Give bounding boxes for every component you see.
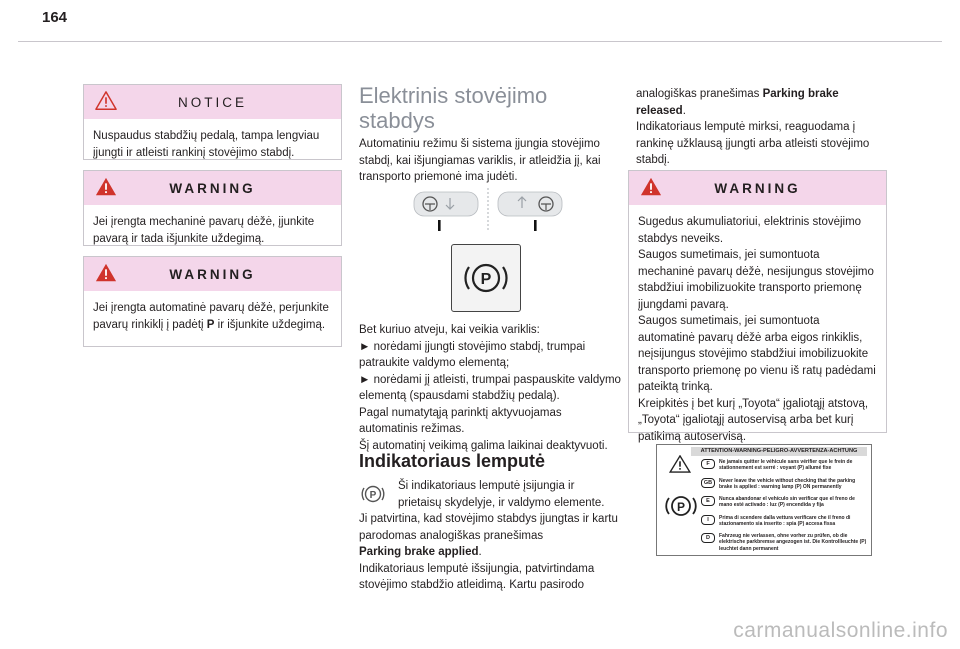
warning-triangle-icon <box>95 90 117 112</box>
parking-brake-indicator-icon <box>360 482 386 506</box>
svg-text:P: P <box>676 500 686 514</box>
page-number: 164 <box>42 9 68 26</box>
usage-intro: Bet kuriuo atveju, kai veikia variklis: <box>359 324 540 336</box>
watermark: carmanualsonline.info <box>733 619 948 642</box>
warning-triangle-icon <box>669 455 691 473</box>
indicator-heading <box>359 451 621 472</box>
intro-paragraph: Automatiniu režimu ši sistema įjungia stovėjimo stabdį, kai išjungiamas variklis, ir atleidžia jį, kai transporto priemonė ima judėti. <box>359 138 601 183</box>
notice-header <box>84 85 341 119</box>
warning-box-1 <box>83 170 342 246</box>
language-code: D <box>701 533 715 543</box>
warning-header-3 <box>629 171 886 205</box>
parking-brake-button-illustration <box>451 244 521 312</box>
language-code: F <box>701 459 715 469</box>
label-rows <box>701 459 867 552</box>
svg-text:P: P <box>480 271 492 288</box>
label-row <box>701 533 867 552</box>
parking-brake-applied-msg: Parking brake applied <box>359 546 479 558</box>
usage-bullet-apply: ► norėdami įjungti stovėjimo stabdį, trumpai patraukite valdymo elementą; <box>359 340 586 369</box>
parking-brake-icon <box>452 245 520 311</box>
label-row <box>701 478 867 497</box>
indicator-text-3: Indikatoriaus lemputė išsijungia, patvirtindama stovėjimo stabdžio atleidimą. Kartu pasirodo <box>359 562 595 591</box>
usage-bullet-release: ► norėdami jį atleisti, trumpai paspauskite valdymo elementą (spausdami stabdžių pedalą). <box>359 373 621 402</box>
label-row <box>701 496 867 515</box>
warning-2-text-a: Jei įrengta automatinė pavarų dėžė, perjunkite pavarų rinkiklį į padėtį <box>93 302 329 331</box>
warning-3-manual: Saugos sumetimais, jei sumontuota mechaninė pavarų dėžė, nesijungus stovėjimo stabdžiui imobilizuokite transporto priemonę įjungdami pavarą. <box>638 249 874 311</box>
warning-triangle-icon <box>95 262 117 284</box>
warning-3-automatic: Saugos sumetimais, jei sumontuota automatinė pavarų dėžė arba eigos rinkiklis, neįsijungus stovėjimo stabdžiui imobilizuokite transporto priemonę po vienu iš ratų padėdami pateiktą trinką. <box>638 315 876 393</box>
warning-body-3 <box>629 205 886 455</box>
warning-title-3: WARNING <box>714 180 801 196</box>
label-row-text: Never leave the vehicle without checking that the parking brake is applied : warning lamp (P) ON permanently <box>719 477 856 490</box>
usage-instructions <box>359 322 621 454</box>
indicator-description-cont: Ji patvirtina, kad stovėjimo stabdys įjungtas ir kartu parodomas analogiškas pranešimas Parking brake applied. Indikatoriaus lemputė išsijungia, patvirtindama stovėjimo stabdžio atleidimą. Kartu pasirodo <box>359 511 621 594</box>
language-code: I <box>701 515 715 525</box>
flash-text: Indikatoriaus lemputė mirksi, reaguodama į rankinę užklausą įjungti arba atleisti stovėjimo stabdį. <box>636 121 870 166</box>
header-divider <box>18 41 942 42</box>
continued-text: analogiškas pranešimas <box>636 88 760 100</box>
language-code: GB <box>701 478 715 488</box>
warning-triangle-icon <box>95 176 117 198</box>
warning-3-contact: Kreipkitės į bet kurį „Toyota“ įgaliotąjį atstovą, „Toyota“ įgaliotąjį autoservisą arba bet kurį patikimą autoservisą. <box>638 397 869 443</box>
warning-2-text-b: ir išjunkite uždegimą. <box>214 318 326 331</box>
label-header: ATTENTION-WARNING-PELIGRO-AVVERTENZA-ACHTUNG <box>691 447 867 456</box>
warning-3-battery: Sugedus akumuliatoriui, elektrinis stovėjimo stabdys neveiks. <box>638 216 862 245</box>
label-row <box>701 515 867 534</box>
parking-brake-icon <box>663 491 699 521</box>
label-row-text: Prima di scendere dalla vettura verificare che il freno di stazionamento sia inserito : spia (P) accesa fissa <box>719 514 851 527</box>
default-mode-text: Pagal numatytąją parinktį aktyvuojamas automatinis režimas. <box>359 406 562 435</box>
indicator-text-2: Ji patvirtina, kad stovėjimo stabdys įjungtas ir kartu parodomas analogiškas pranešimas <box>359 513 618 542</box>
parking-brake-released-msg: Parking brake released <box>636 88 839 117</box>
warning-label-illustration <box>656 444 872 556</box>
warning-box-3 <box>628 170 887 443</box>
control-operation-diagram <box>412 186 564 234</box>
warning-triangle-icon <box>640 176 662 198</box>
label-row <box>701 459 867 478</box>
section-heading-line-2: stabdys <box>359 108 435 133</box>
gear-position-p: P <box>206 318 215 331</box>
language-code: E <box>701 496 715 506</box>
warning-body-1: Jei įrengta mechaninė pavarų dėžė, įjunkite pavarą ir tada išjunkite uždegimą. <box>93 216 315 245</box>
warning-box-2 <box>83 256 342 347</box>
warning-header-1 <box>84 171 341 205</box>
label-row-text: Ne jamais quitter le véhicule sans vérifier que le frein de stationnement est serré : voyant (P) allumé fixe <box>719 459 853 472</box>
warning-header-2 <box>84 257 341 291</box>
indicator-text-1: Ši indikatoriaus lemputė įsijungia ir prietaisų skydelyje, ir valdymo elemente. <box>398 480 605 509</box>
section-heading <box>359 83 609 133</box>
warning-body-2 <box>84 291 341 343</box>
warning-title-2: WARNING <box>169 266 256 282</box>
notice-box <box>83 84 342 160</box>
label-row-text: Fahrzeug nie verlassen, ohne vorher zu prüfen, ob die elektrische parkbremse angezogen ist. Die Kontrollleuchte (P) leuchtet dann permanent <box>719 533 867 552</box>
warning-title-1: WARNING <box>169 180 256 196</box>
notice-body: Nuspaudus stabdžių pedalą, tampa lengviau įjungti ir atleisti rankinį stovėjimo stabdį. <box>93 130 320 159</box>
indicator-description <box>398 478 620 511</box>
deactivate-text: Šį automatinį veikimą galima laikinai deaktyvuoti. <box>359 439 608 452</box>
released-paragraph: analogiškas pranešimas Parking brake released. Indikatoriaus lemputė mirksi, reaguodama į rankinę užklausą įjungti arba atleisti stovėjimo stabdį. <box>636 88 870 166</box>
notice-title: NOTICE <box>177 94 247 110</box>
svg-text:P: P <box>369 490 377 501</box>
section-heading-line-1: Elektrinis stovėjimo <box>359 83 548 108</box>
label-row-text: Nunca abandonar el vehículo sin verificar que el freno de mano esté activado : luz (P) encendida y fija <box>719 496 855 509</box>
indicator-heading-text: Indikatoriaus lemputė <box>359 451 546 471</box>
